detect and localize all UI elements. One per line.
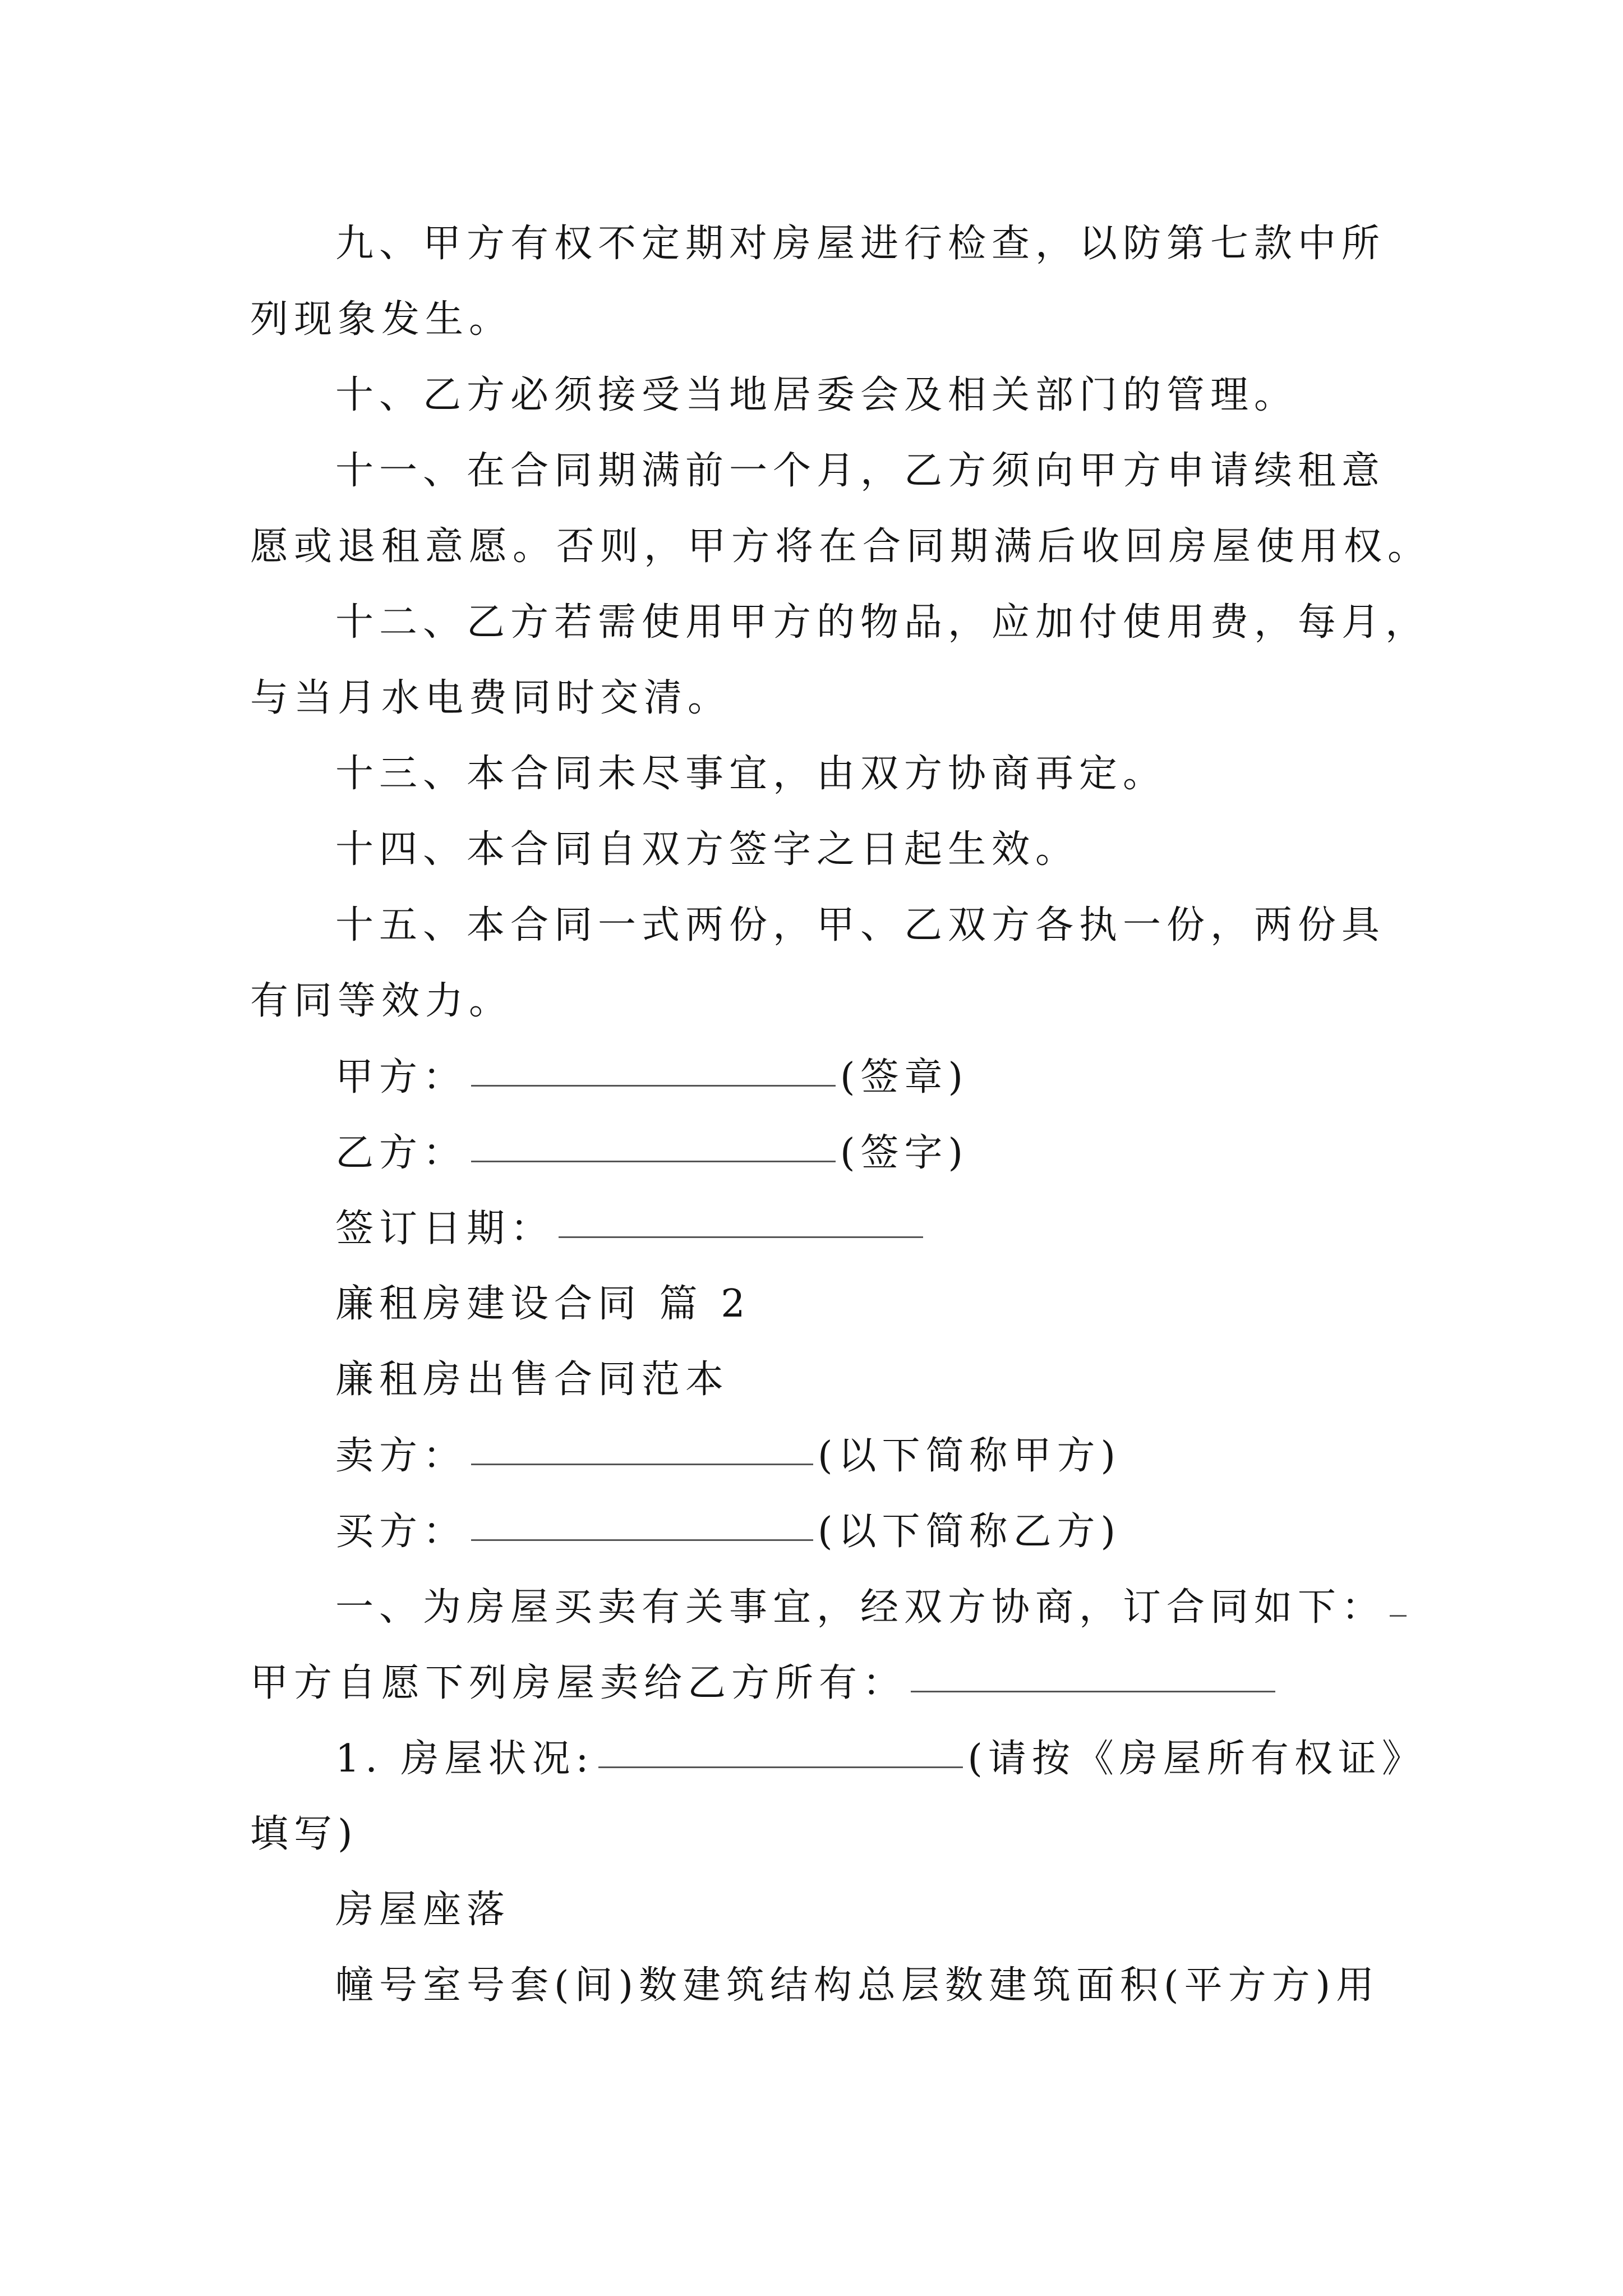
section-heading-sale: 廉租房出售合同范本	[335, 1358, 730, 1402]
clause-1-line-2-text: 甲方自愿下列房屋卖给乙方所有：	[250, 1661, 907, 1705]
clause-11-line-1: 十一、在合同期满前一个月，乙方须向甲方申请续租意	[335, 449, 1386, 493]
section-heading-part-2: 廉租房建设合同 篇 2	[335, 1282, 751, 1326]
clause-1-line-1	[0, 1579, 1623, 1635]
seller-blank[interactable]	[471, 1424, 813, 1465]
buyer-label: 买方：	[335, 1510, 467, 1554]
clause-9-line-2: 列现象发生。	[250, 297, 513, 342]
house-status-continuation: 填写)	[250, 1812, 358, 1856]
house-status-blank[interactable]	[598, 1727, 963, 1768]
sign-date-line	[0, 1200, 1623, 1257]
buyer-line	[0, 1503, 1623, 1559]
party-a-suffix: (签章)	[840, 1055, 969, 1099]
clause-15-line-1: 十五、本合同一式两份，甲、乙双方各执一份，两份具	[335, 903, 1386, 947]
seller-suffix: (以下简称甲方)	[818, 1434, 1122, 1478]
seller-label: 卖方：	[335, 1434, 467, 1478]
clause-1-line-2	[0, 1655, 1623, 1711]
house-status-suffix: (请按《房屋所有权证》	[967, 1737, 1426, 1781]
house-location-label: 房屋座落	[335, 1888, 511, 1932]
party-a-signature-line	[0, 1049, 1623, 1105]
clause-9-line-1: 九、甲方有权不定期对房屋进行检查，以防第七款中所	[335, 222, 1386, 266]
buyer-blank[interactable]	[471, 1500, 813, 1541]
clause-12-line-2: 与当月水电费同时交清。	[250, 676, 732, 720]
house-status-label: 1. 房屋状况:	[335, 1737, 594, 1781]
clause-15-line-2: 有同等效力。	[250, 979, 513, 1023]
clause-1-tail-blank[interactable]	[1390, 1576, 1407, 1617]
party-a-label: 甲方：	[335, 1055, 467, 1099]
party-a-blank[interactable]	[471, 1046, 836, 1087]
clause-13: 十三、本合同未尽事宜，由双方协商再定。	[335, 752, 1167, 796]
party-b-signature-line	[0, 1125, 1623, 1181]
clause-11-line-2: 愿或退租意愿。否则，甲方将在合同期满后收回房屋使用权。	[250, 524, 1432, 569]
clause-1-line-2-blank[interactable]	[911, 1651, 1275, 1692]
clause-10: 十、乙方必须接受当地居委会及相关部门的管理。	[335, 373, 1298, 417]
sign-date-label: 签订日期：	[335, 1207, 555, 1251]
clause-14: 十四、本合同自双方签字之日起生效。	[335, 827, 1080, 872]
party-b-blank[interactable]	[471, 1121, 836, 1162]
clause-12-line-1: 十二、乙方若需使用甲方的物品，应加付使用费，每月，	[335, 600, 1430, 645]
house-table-header: 幢号室号套(间)数建筑结构总层数建筑面积(平方方)用	[335, 1963, 1380, 2008]
house-status-line	[0, 1731, 1623, 1787]
sign-date-blank[interactable]	[559, 1197, 923, 1238]
buyer-suffix: (以下简称乙方)	[818, 1510, 1122, 1554]
party-b-label: 乙方：	[335, 1131, 467, 1175]
party-b-suffix: (签字)	[840, 1131, 969, 1175]
seller-line	[0, 1428, 1623, 1484]
clause-1-text: 一、为房屋买卖有关事宜，经双方协商，订合同如下：	[335, 1585, 1386, 1630]
